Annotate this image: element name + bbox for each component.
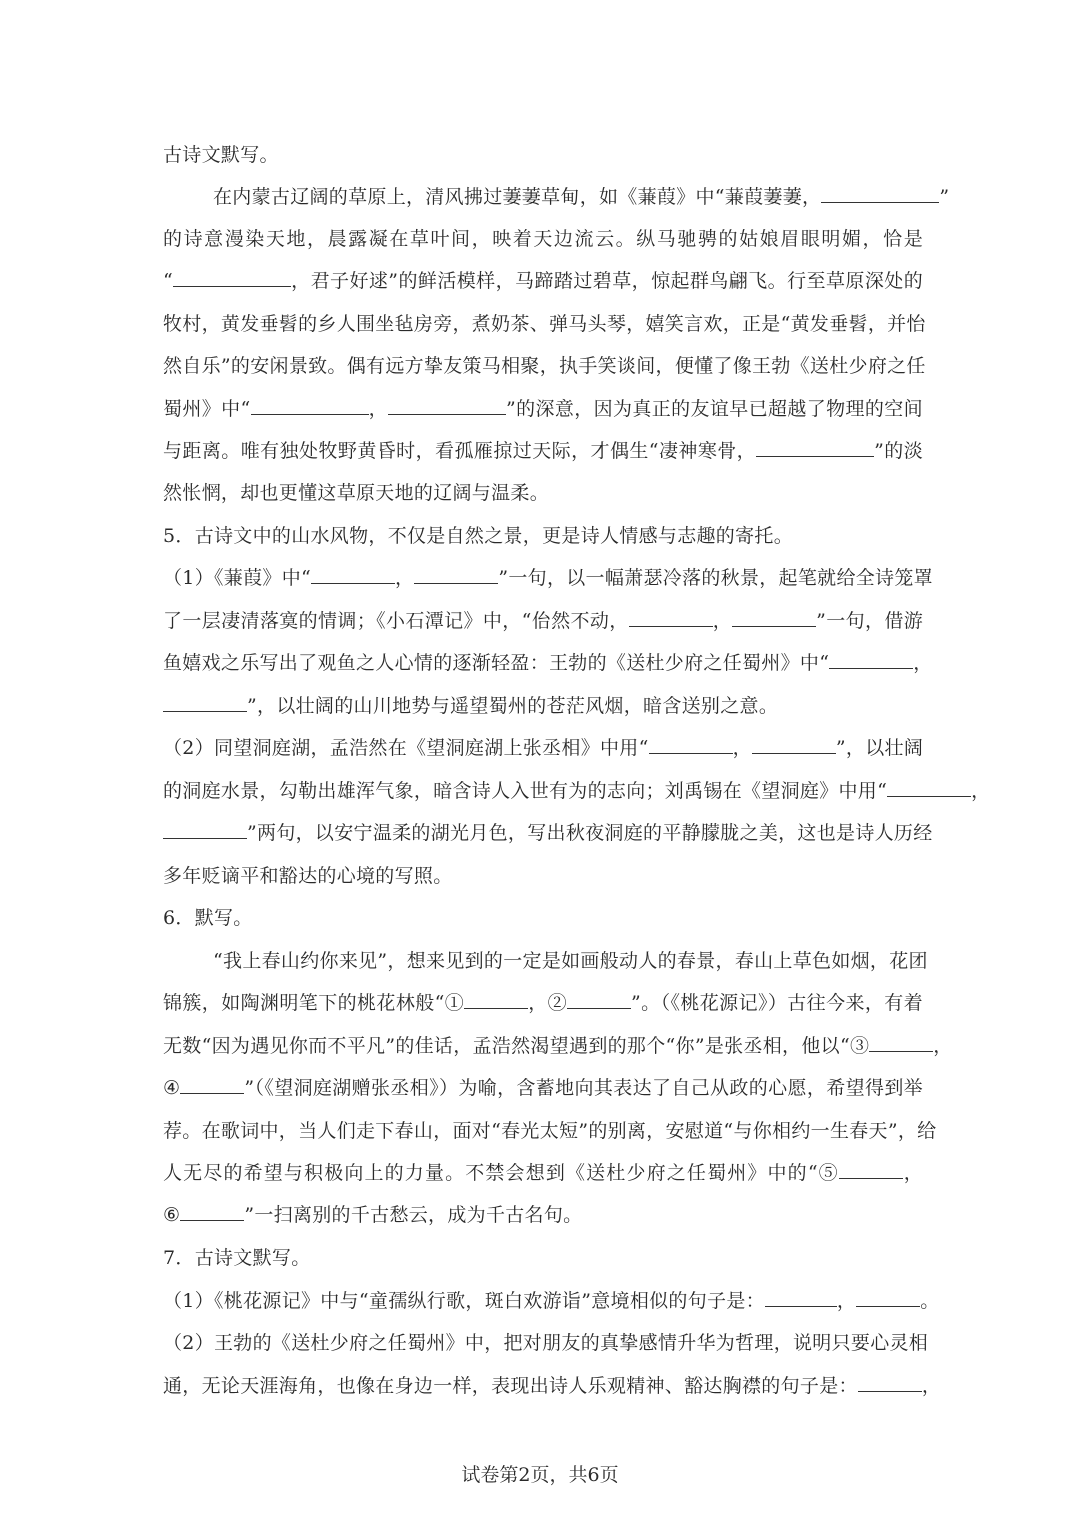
answer-blank[interactable] — [752, 733, 836, 754]
text-segment: 然怅惘，却也更懂这草原天地的辽阔与温柔。 — [163, 482, 550, 504]
text-line — [163, 776, 991, 806]
text-line — [163, 351, 926, 381]
text-line — [163, 1328, 929, 1358]
question-5-title — [163, 521, 923, 551]
text-segment: ”的淡 — [874, 440, 924, 462]
text-segment: （2）同望洞庭湖，孟浩然在《望洞庭湖上张丞相》中用“ — [163, 737, 649, 759]
text-line — [163, 309, 926, 339]
text-segment: ⑥ — [163, 1204, 181, 1226]
answer-blank[interactable] — [887, 776, 971, 797]
text-line — [213, 946, 928, 976]
text-segment: （2）王勃的《送杜少府之任蜀州》中，把对朋友的真挚感情升华为哲理，说明只要心灵相 — [163, 1332, 929, 1354]
text-line — [163, 1200, 923, 1230]
text-segment: ”的深意，因为真正的友谊早已超越了物理的空间 — [506, 398, 923, 420]
text-segment: ” — [939, 186, 950, 208]
text-line — [163, 988, 923, 1018]
text-segment: ，② — [528, 992, 568, 1014]
text-segment: 的诗意漫染天地，晨露凝在草叶间，映着天边流云。纵马驰骋的姑娘眉眼明媚，恰是 — [163, 228, 923, 250]
text-segment: ”两句，以安宁温柔的湖光月色，写出秋夜洞庭的平静朦胧之美，这也是诗人历经 — [247, 822, 933, 844]
answer-blank[interactable] — [869, 1031, 933, 1052]
text-segment: 鱼嬉戏之乐写出了观鱼之人心情的逐渐轻盈：王勃的《送杜少府之任蜀州》中“ — [163, 652, 830, 674]
text-segment: 了一层凄清落寞的情调；《小石潭记》中，“佁然不动， — [163, 610, 629, 632]
answer-blank[interactable] — [821, 182, 939, 203]
text-segment: （1）《蒹葭》中“ — [163, 567, 312, 589]
text-segment: 牧村，黄发垂髫的乡人围坐毡房旁，煮奶茶、弹马头琴，嬉笑言欢，正是“黄发垂髫，并怡 — [163, 313, 926, 335]
text-segment: 与距离。唯有独处牧野黄昏时，看孤雁掠过天际，才偶生“凄神寒骨， — [163, 440, 757, 462]
answer-blank[interactable] — [839, 1158, 903, 1179]
text-segment: 在内蒙古辽阔的草原上，清风拂过萋萋草甸，如《蒹葭》中“蒹葭萋萋， — [213, 186, 822, 208]
text-segment: ， — [921, 1375, 942, 1397]
text-segment: 蜀州》中“ — [163, 398, 251, 420]
text-segment: ， — [902, 1162, 923, 1184]
answer-blank[interactable] — [858, 1371, 922, 1392]
text-line — [163, 606, 923, 636]
text-segment: ， — [712, 610, 733, 632]
answer-blank[interactable] — [163, 691, 247, 712]
text-segment: ， — [913, 652, 933, 674]
answer-blank[interactable] — [388, 394, 506, 415]
text-line — [163, 733, 923, 763]
text-line — [163, 478, 923, 508]
answer-blank[interactable] — [464, 988, 528, 1009]
text-segment: ， — [368, 398, 388, 420]
answer-blank[interactable] — [251, 394, 369, 415]
answer-blank[interactable] — [173, 266, 291, 287]
text-segment: ”一句，借游 — [816, 610, 924, 632]
text-segment: “ — [163, 270, 174, 292]
text-line — [163, 691, 923, 721]
answer-blank[interactable] — [567, 988, 631, 1009]
text-line — [163, 1158, 923, 1188]
answer-blank[interactable] — [163, 818, 247, 839]
text-line — [163, 861, 923, 891]
answer-blank[interactable] — [829, 648, 913, 669]
text-segment: 的洞庭水景，勾勒出雄浑气象，暗含诗人入世有为的志向；刘禹锡在《望洞庭》中用“ — [163, 780, 888, 802]
text-segment: 荐。在歌词中，当人们走下春山，面对“春光太短”的别离，安慰道“与你相约一生春天”，给 — [163, 1120, 937, 1142]
answer-blank[interactable] — [765, 1286, 837, 1307]
text-line — [163, 224, 923, 254]
text-line — [163, 1286, 940, 1316]
text-line — [213, 182, 950, 212]
text-segment: 5．古诗文中的山水风物，不仅是自然之景，更是诗人情感与志趣的寄托。 — [163, 525, 793, 547]
answer-blank[interactable] — [732, 606, 816, 627]
text-line — [163, 1073, 923, 1103]
text-segment: ， — [836, 1290, 857, 1312]
text-segment: （1）《桃花源记》中与“童孺纵行歌，斑白欢游诣”意境相似的句子是： — [163, 1290, 765, 1312]
text-line — [163, 1031, 953, 1061]
question-7-title — [163, 1243, 923, 1273]
text-segment: ， — [395, 567, 415, 589]
text-segment: ”（《望洞庭湖赠张丞相》）为喻，含蓄地向其表达了自己从政的心愿，希望得到举 — [244, 1077, 923, 1099]
answer-blank[interactable] — [180, 1073, 244, 1094]
text-line — [163, 1116, 937, 1146]
text-segment: ”，以壮阔的山川地势与遥望蜀州的苍茫风烟，暗含送别之意。 — [247, 695, 779, 717]
text-segment: ， — [933, 1035, 953, 1057]
question-4-title — [163, 140, 923, 170]
question-6-title — [163, 903, 923, 933]
text-line — [163, 1371, 942, 1401]
answer-blank[interactable] — [856, 1286, 920, 1307]
text-segment: ④ — [163, 1077, 181, 1099]
text-line — [163, 563, 933, 593]
text-line — [163, 818, 933, 848]
text-segment: “我上春山约你来见”，想来见到的一定是如画般动人的春景，春山上草色如烟，花团 — [213, 950, 928, 972]
text-line — [163, 436, 923, 466]
text-segment: ， — [732, 737, 752, 759]
text-segment: 多年贬谪平和豁达的心境的写照。 — [163, 865, 453, 887]
answer-blank[interactable] — [311, 563, 395, 584]
answer-blank[interactable] — [180, 1200, 244, 1221]
text-segment: ”一句，以一幅萧瑟冷落的秋景，起笔就给全诗笼罩 — [498, 567, 933, 589]
text-segment: ， — [971, 780, 991, 802]
text-segment: ，君子好逑”的鲜活模样，马蹄踏过碧草，惊起群鸟翩飞。行至草原深处的 — [291, 270, 923, 292]
text-segment: 。 — [920, 1290, 940, 1312]
text-segment: 人无尽的希望与积极向上的力量。不禁会想到《送杜少府之任蜀州》中的“⑤ — [163, 1162, 839, 1184]
page-footer: 试卷第2页，共6页 — [461, 1464, 619, 1486]
text-segment: 古诗文默写。 — [163, 144, 279, 166]
text-segment: 无数“因为遇见你而不平凡”的佳话，孟浩然渴望遇到的那个“你”是张丞相，他以“③ — [163, 1035, 870, 1057]
text-line — [163, 648, 933, 678]
text-segment: 7．古诗文默写。 — [163, 1247, 311, 1269]
text-segment: 锦簇，如陶渊明笔下的桃花林般“① — [163, 992, 465, 1014]
text-segment: ”，以壮阔 — [835, 737, 924, 759]
answer-blank[interactable] — [414, 563, 498, 584]
text-segment: 6．默写。 — [163, 907, 253, 929]
text-segment: 通，无论天涯海角，也像在身边一样，表现出诗人乐观精神、豁达胸襟的句子是： — [163, 1375, 858, 1397]
answer-blank[interactable] — [756, 436, 874, 457]
text-line — [163, 266, 923, 296]
answer-blank[interactable] — [649, 733, 733, 754]
text-segment: ”一扫离别的千古愁云，成为千古名句。 — [244, 1204, 583, 1226]
text-segment: ”。（《桃花源记》）古往今来，有着 — [631, 992, 923, 1014]
text-line — [163, 394, 923, 424]
text-segment: 然自乐”的安闲景致。偶有远方挚友策马相聚，执手笑谈间，便懂了像王勃《送杜少府之任 — [163, 355, 926, 377]
answer-blank[interactable] — [629, 606, 713, 627]
